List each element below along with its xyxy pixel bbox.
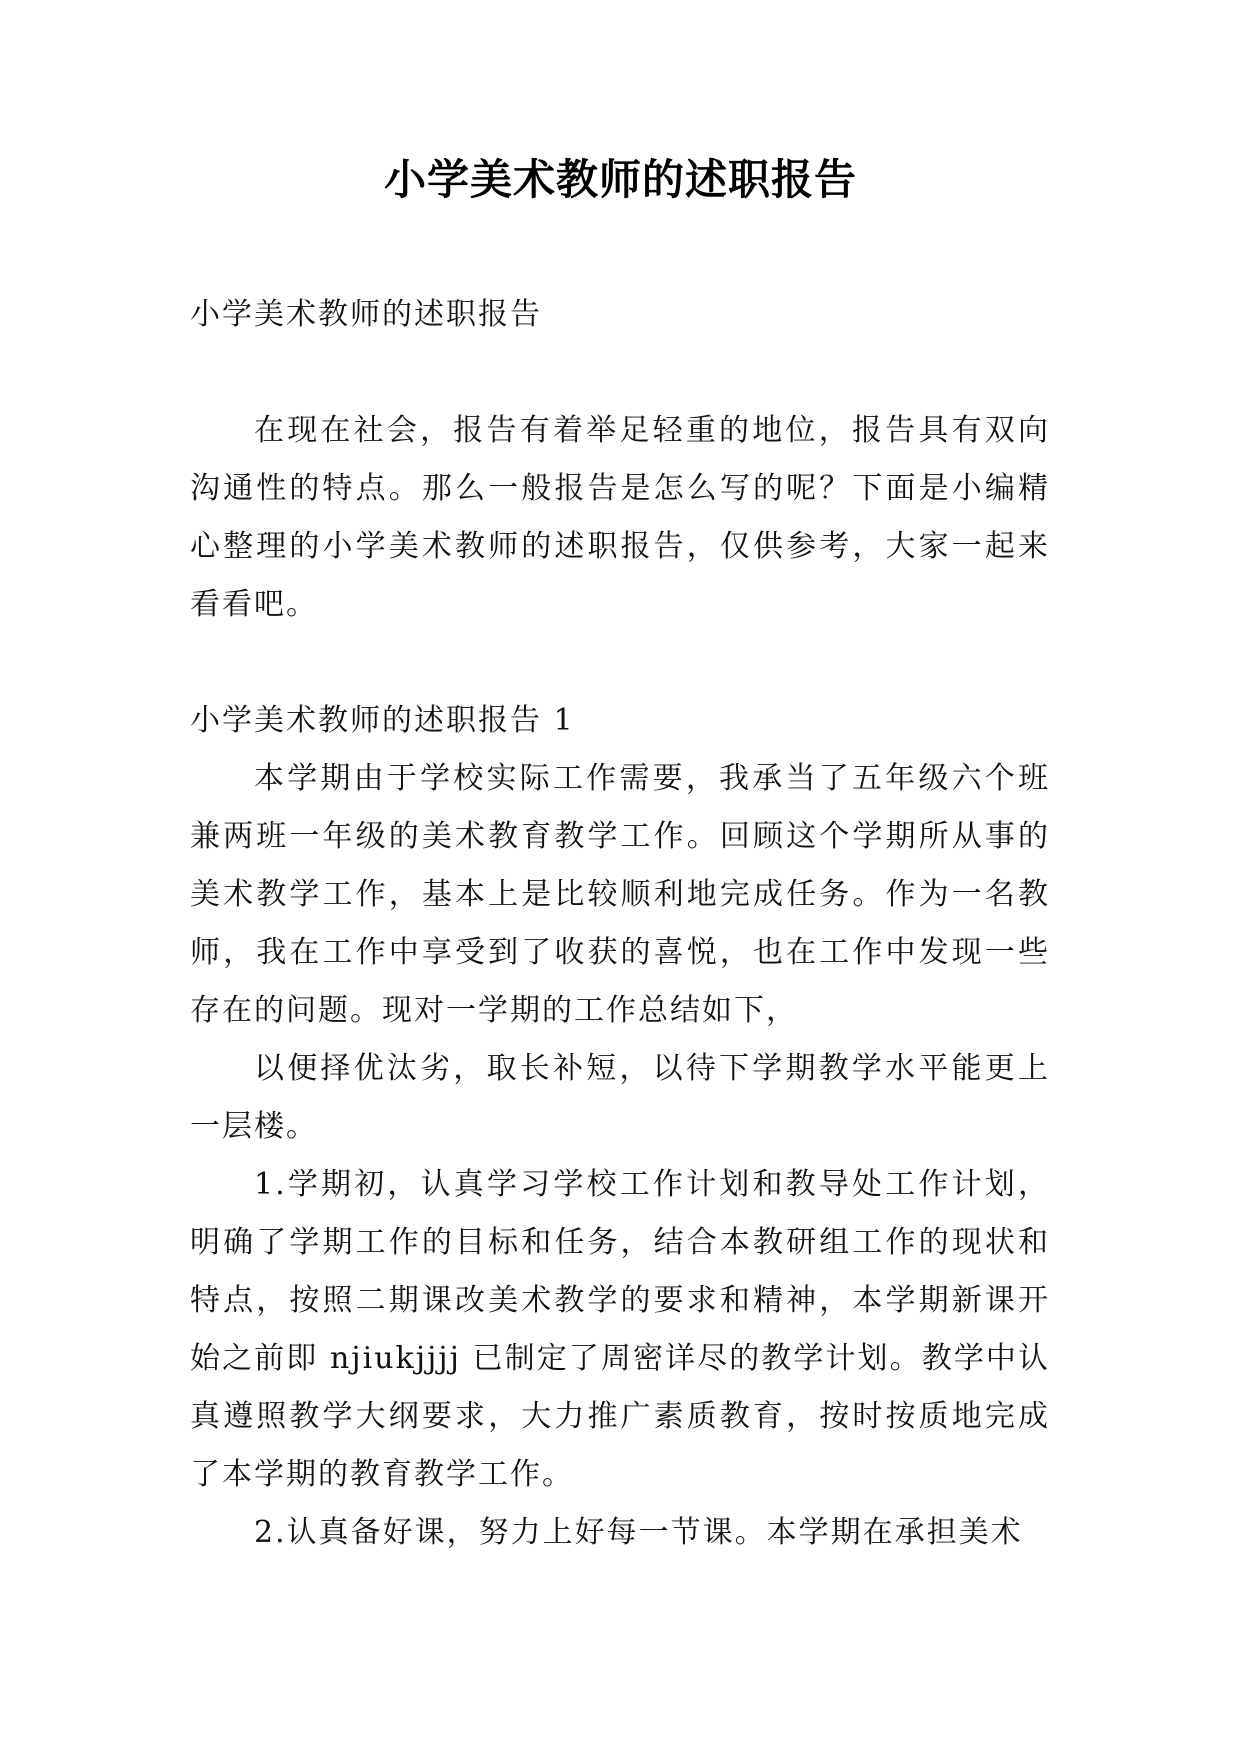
section-heading: 小学美术教师的述职报告 1 [190,703,575,738]
body-paragraph: 本学期由于学校实际工作需要，我承当了五年级六个班兼两班一年级的美术教育教学工作。回顾这个学期所从事的美术教学工作，基本上是比较顺利地完成任务。作为一名教师，我在工作中享受到了收获的喜悦，也在工作中发现一些存在的问题。现对一学期的工作总结如下， [190,761,1050,1028]
intro-paragraph: 在现在社会，报告有着举足轻重的地位，报告具有双向沟通性的特点。那么一般报告是怎么写的呢？下面是小编精心整理的小学美术教师的述职报告，仅供参考，大家一起来看看吧。 [190,413,1050,622]
body-paragraph: 以便择优汰劣，取长补短，以待下学期教学水平能更上一层楼。 [190,1051,1050,1144]
document-body [190,286,1050,1562]
document-subtitle: 小学美术教师的述职报告 [190,297,542,332]
document-title: 小学美术教师的述职报告 [383,155,857,204]
body-paragraph: 2.认真备好课，努力上好每一节课。本学期在承担美术 [254,1515,1023,1550]
body-paragraph: 1.学期初，认真学习学校工作计划和教导处工作计划，明确了学期工作的目标和任务，结合本教研组工作的现状和特点，按照二期课改美术教学的要求和精神，本学期新课开始之前即 njiukjjjj 已制定了周密详尽的教学计划。教学中认真遵照教学大纲要求，大力推广素质教育，按时按质地完成了本学期的教育教学工作。 [190,1167,1050,1492]
